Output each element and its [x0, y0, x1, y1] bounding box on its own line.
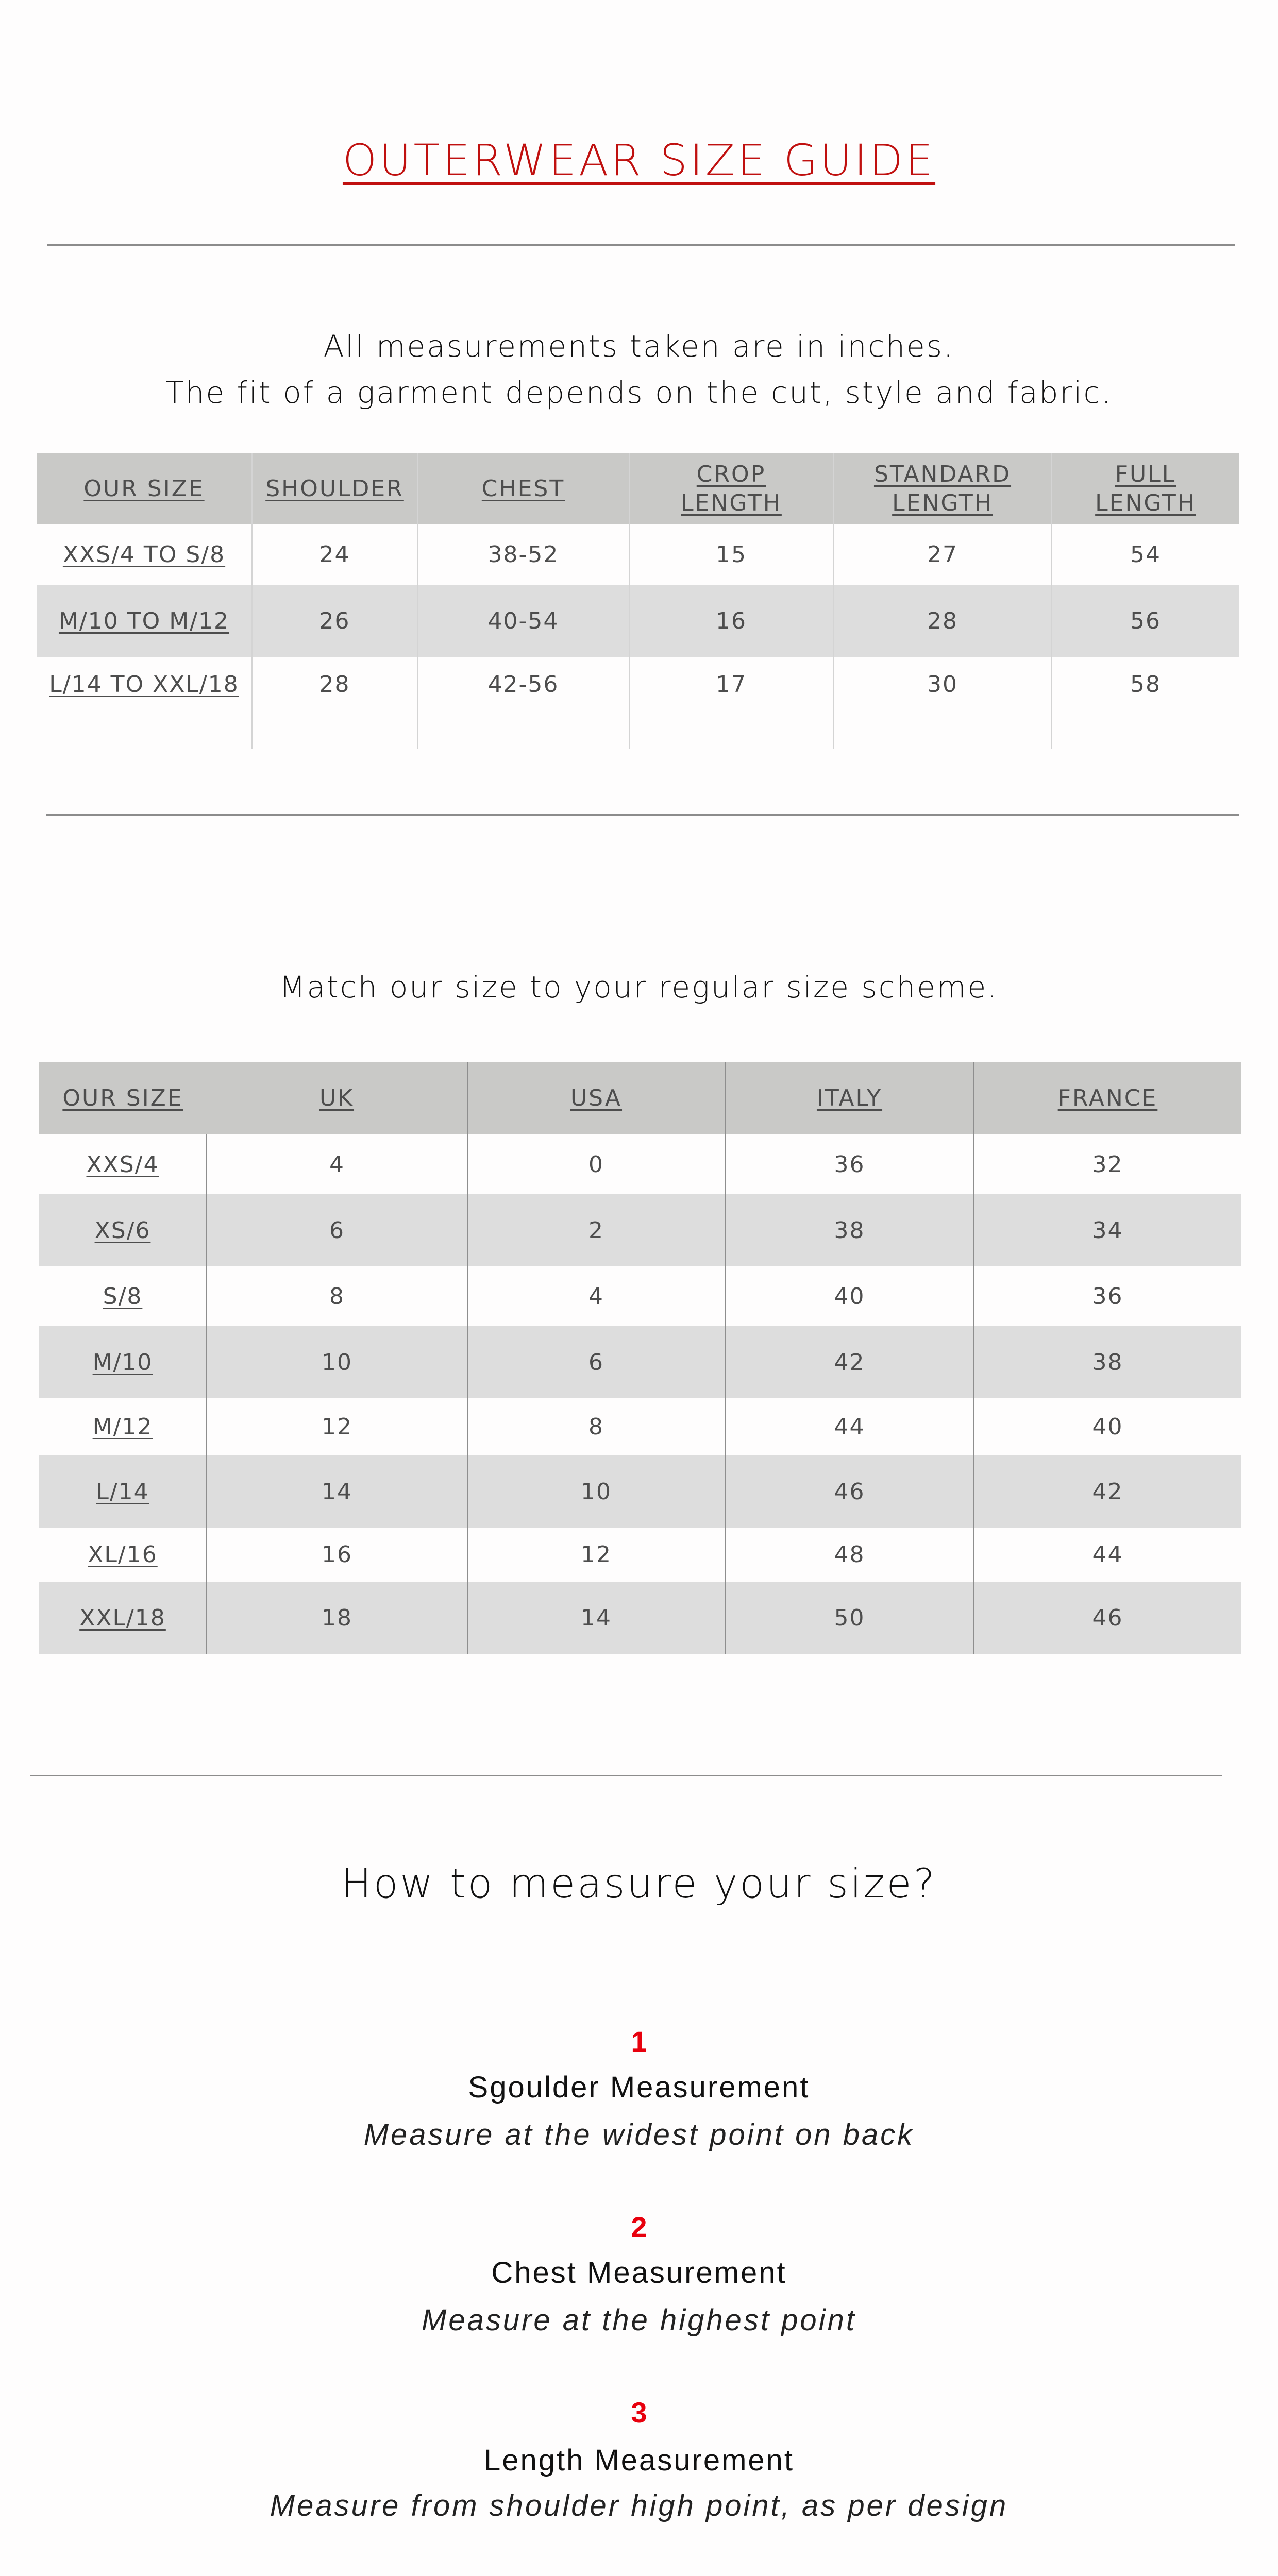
- step-1-title: Sgoulder Measurement: [468, 2071, 810, 2104]
- page-title[interactable]: [0, 135, 1278, 185]
- italy-cell: 38: [725, 1194, 974, 1266]
- full-length-cell: 56: [1052, 585, 1239, 657]
- step-3-number: 3: [631, 2396, 647, 2429]
- crop-length-cell: 15: [629, 524, 833, 585]
- usa-cell: 10: [467, 1455, 725, 1528]
- france-cell: 38: [974, 1326, 1241, 1398]
- size-cell[interactable]: [39, 1582, 207, 1654]
- intro-line-1: All measurements taken are in inches.: [323, 329, 955, 364]
- conversion-intro: Match our size to your regular size scheme.: [279, 970, 999, 1005]
- usa-cell: 4: [467, 1266, 725, 1326]
- shoulder-cell: 26: [252, 585, 417, 657]
- divider-bottom: [30, 1775, 1222, 1776]
- table-row: [39, 1398, 1241, 1455]
- size-cell[interactable]: [39, 1398, 207, 1455]
- header-full-length[interactable]: FULL LENGTH: [1052, 453, 1239, 524]
- france-cell: 32: [974, 1134, 1241, 1194]
- uk-cell: 18: [207, 1582, 467, 1654]
- table-row: [37, 657, 1239, 749]
- size-link[interactable]: XXS/4: [86, 1151, 159, 1178]
- header-usa[interactable]: USA: [467, 1062, 725, 1134]
- header-crop-length[interactable]: CROP LENGTH: [629, 453, 833, 524]
- uk-cell: 14: [207, 1455, 467, 1528]
- how-to-measure-heading: How to measure your size?: [341, 1861, 937, 1907]
- france-cell: 36: [974, 1266, 1241, 1326]
- divider-middle: [46, 814, 1239, 816]
- size-link[interactable]: XL/16: [88, 1541, 158, 1568]
- step-2-description: Measure at the highest point: [422, 2303, 856, 2337]
- step-3-title: Length Measurement: [483, 2444, 795, 2477]
- intro-line-2: The fit of a garment depends on the cut, style and fabric.: [165, 375, 1113, 410]
- header-uk[interactable]: UK: [207, 1062, 467, 1134]
- crop-length-cell: 17: [629, 657, 833, 749]
- italy-cell: 48: [725, 1528, 974, 1582]
- italy-cell: 46: [725, 1455, 974, 1528]
- conversion-header-row: [39, 1062, 1241, 1134]
- size-link[interactable]: L/14: [96, 1478, 149, 1505]
- table-row: [39, 1326, 1241, 1398]
- header-our-size[interactable]: OUR SIZE: [37, 453, 252, 524]
- france-cell: 42: [974, 1455, 1241, 1528]
- italy-cell: 40: [725, 1266, 974, 1326]
- step-1-description: Measure at the widest point on back: [363, 2118, 915, 2151]
- size-link[interactable]: XS/6: [94, 1217, 151, 1244]
- usa-cell: 0: [467, 1134, 725, 1194]
- uk-cell: 12: [207, 1398, 467, 1455]
- size-cell[interactable]: [39, 1194, 207, 1266]
- usa-cell: 2: [467, 1194, 725, 1266]
- chest-cell: 38-52: [417, 524, 629, 585]
- france-cell: 34: [974, 1194, 1241, 1266]
- size-link[interactable]: M/12: [92, 1414, 153, 1440]
- table-row: [37, 524, 1239, 585]
- france-cell: 46: [974, 1582, 1241, 1654]
- italy-cell: 50: [725, 1582, 974, 1654]
- table-row: [39, 1134, 1241, 1194]
- standard-length-cell: 28: [833, 585, 1052, 657]
- page-title-link[interactable]: OUTERWEAR SIZE GUIDE: [342, 135, 936, 185]
- france-cell: 40: [974, 1398, 1241, 1455]
- measurements-table: [37, 453, 1239, 749]
- italy-cell: 42: [725, 1326, 974, 1398]
- size-cell[interactable]: [39, 1266, 207, 1326]
- header-our-size[interactable]: OUR SIZE: [39, 1062, 207, 1134]
- standard-length-cell: 27: [833, 524, 1052, 585]
- size-cell[interactable]: M/10 TO M/12: [37, 585, 252, 657]
- france-cell: 44: [974, 1528, 1241, 1582]
- uk-cell: 16: [207, 1528, 467, 1582]
- measurements-header-row: [37, 453, 1239, 524]
- size-cell[interactable]: L/14 TO XXL/18: [49, 671, 239, 698]
- header-france[interactable]: FRANCE: [974, 1062, 1241, 1134]
- chest-cell: 40-54: [417, 585, 629, 657]
- size-link[interactable]: XXL/18: [79, 1604, 166, 1631]
- uk-cell: 4: [207, 1134, 467, 1194]
- crop-length-cell: 16: [629, 585, 833, 657]
- italy-cell: 44: [725, 1398, 974, 1455]
- divider-top: [47, 244, 1235, 246]
- size-cell[interactable]: [39, 1326, 207, 1398]
- usa-cell: 6: [467, 1326, 725, 1398]
- table-row: [39, 1455, 1241, 1528]
- header-italy[interactable]: ITALY: [725, 1062, 974, 1134]
- full-length-cell: 54: [1052, 524, 1239, 585]
- step-1-number: 1: [631, 2025, 647, 2058]
- usa-cell: 14: [467, 1582, 725, 1654]
- size-cell[interactable]: [39, 1455, 207, 1528]
- standard-length-cell: 30: [833, 657, 1052, 749]
- size-cell[interactable]: XXS/4 TO S/8: [62, 541, 226, 568]
- table-row: [39, 1194, 1241, 1266]
- uk-cell: 6: [207, 1194, 467, 1266]
- table-row: [39, 1528, 1241, 1582]
- size-link[interactable]: M/10: [92, 1349, 153, 1376]
- table-row: [39, 1266, 1241, 1326]
- usa-cell: 12: [467, 1528, 725, 1582]
- uk-cell: 10: [207, 1326, 467, 1398]
- size-conversion-table: [39, 1062, 1241, 1654]
- full-length-cell: 58: [1052, 657, 1239, 749]
- size-link[interactable]: S/8: [103, 1283, 143, 1310]
- step-3-description: Measure from shoulder high point, as per design: [270, 2489, 1008, 2522]
- italy-cell: 36: [725, 1134, 974, 1194]
- step-2-number: 2: [631, 2211, 647, 2243]
- table-row: [39, 1582, 1241, 1654]
- size-cell[interactable]: [39, 1134, 207, 1194]
- header-chest[interactable]: CHEST: [417, 453, 629, 524]
- header-shoulder[interactable]: SHOULDER: [252, 453, 417, 524]
- header-standard-length[interactable]: STANDARD LENGTH: [833, 453, 1052, 524]
- shoulder-cell: 28: [252, 657, 417, 749]
- uk-cell: 8: [207, 1266, 467, 1326]
- shoulder-cell: 24: [252, 524, 417, 585]
- chest-cell: 42-56: [417, 657, 629, 749]
- size-cell[interactable]: [39, 1528, 207, 1582]
- step-2-title: Chest Measurement: [491, 2256, 787, 2290]
- usa-cell: 8: [467, 1398, 725, 1455]
- table-row: [37, 585, 1239, 657]
